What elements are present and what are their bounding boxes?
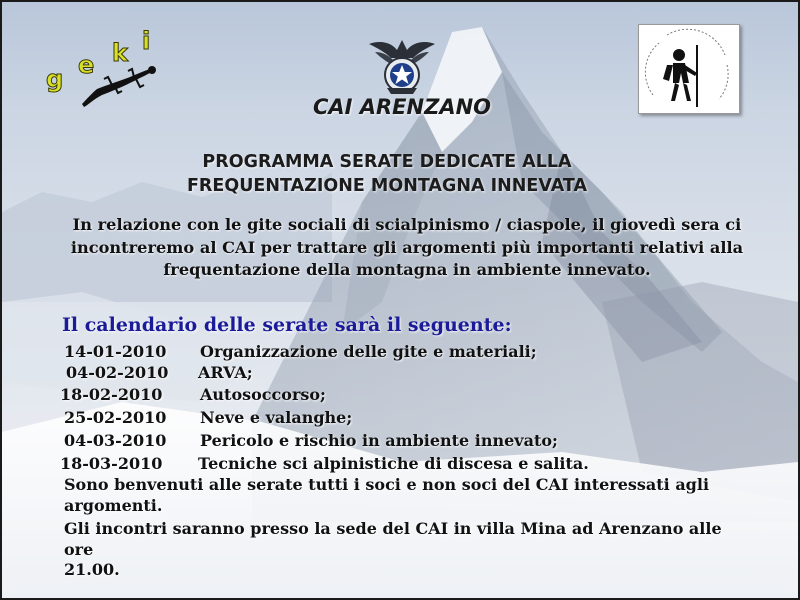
intro-line-1: In relazione con le gite sociali di scialpinismo / ciaspole, il giovedì sera ci <box>72 215 742 234</box>
calendar-event <box>64 408 353 427</box>
calendar-event <box>60 385 326 404</box>
geki-letter-e: e <box>78 51 95 79</box>
location-line-1: Gli incontri saranno presso la sede del CAI in villa Mina ad Arenzano alle ore <box>64 519 722 559</box>
event-date: 14-01-2010 <box>64 342 167 361</box>
welcome-line-2: argomenti. <box>64 495 163 515</box>
geki-letter-g: g <box>46 65 64 93</box>
cai-eagle-emblem-icon <box>367 30 437 100</box>
intro-paragraph <box>62 214 752 282</box>
welcome-note <box>64 475 754 516</box>
welcome-line-1: Sono benvenuti alle serate tutti i soci e non soci del CAI interessati agli <box>64 475 710 494</box>
calendar-event <box>64 431 558 450</box>
calendar-event <box>66 363 253 382</box>
event-date: 04-02-2010 <box>66 363 169 382</box>
event-topic: Pericolo e rischio in ambiente innevato; <box>200 431 558 450</box>
event-date: 18-02-2010 <box>60 385 163 404</box>
event-topic: Neve e valanghe; <box>200 408 353 427</box>
event-topic: Tecniche sci alpinistiche di discesa e salita. <box>198 454 589 473</box>
location-line-2: 21.00. <box>64 560 120 579</box>
geki-letter-k: k <box>112 39 128 67</box>
event-date: 25-02-2010 <box>64 408 167 427</box>
intro-line-3: frequentazione della montagna in ambiente innevato. <box>163 260 651 279</box>
location-note <box>64 519 754 581</box>
event-date: 18-03-2010 <box>60 454 163 473</box>
page-title: CAI ARENZANO <box>312 95 492 119</box>
event-topic: Autosoccorso; <box>200 385 326 404</box>
geki-letter-i: i <box>142 27 151 55</box>
intro-line-2: incontreremo al CAI per trattare gli argomenti più importanti relativi alla <box>70 237 744 257</box>
calendar-heading: Il calendario delle serate sarà il seguente: <box>62 314 512 336</box>
event-topic: Organizzazione delle gite e materiali; <box>200 342 537 361</box>
event-date: 04-03-2010 <box>64 431 167 450</box>
calendar-event <box>64 342 537 361</box>
program-subtitle <box>2 150 772 198</box>
subtitle-line-1: PROGRAMMA SERATE DEDICATE ALLA <box>202 152 572 172</box>
event-topic: ARVA; <box>198 363 253 382</box>
calendar-event <box>60 454 589 473</box>
subtitle-line-2: FREQUENTAZIONE MONTAGNA INNEVATA <box>186 176 588 196</box>
